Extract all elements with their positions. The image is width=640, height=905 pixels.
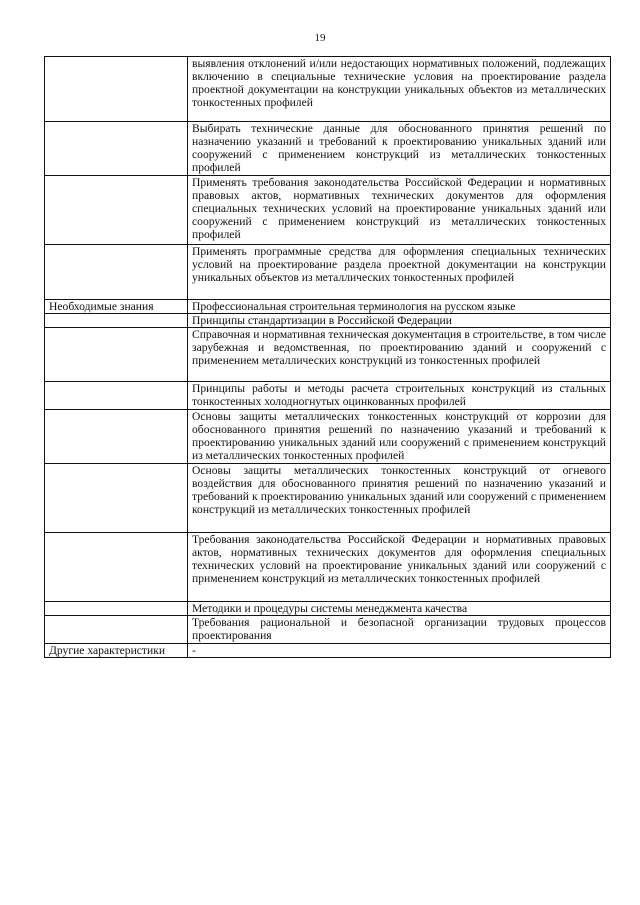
table-row bbox=[45, 57, 611, 122]
knowledge-item: Методики и процедуры системы менеджмента качества bbox=[188, 602, 611, 616]
knowledge-item: Требования законодательства Российской Федерации и нормативных правовых актов, нормативных технических документов для оформления специальных технических условий на проектирование уникальных зданий или сооружений с применением конструкций из металлических тонкостенных профилей bbox=[188, 533, 611, 602]
table-row bbox=[45, 410, 611, 464]
empty-label-cell bbox=[45, 176, 188, 245]
other-characteristics-value: - bbox=[188, 644, 611, 658]
skill-item: Применять программные средства для оформления специальных технических условий на проектирование раздела проектной документации на конструкции уникальных объектов из металлических тонкостенных профилей bbox=[188, 245, 611, 300]
empty-label-cell bbox=[45, 122, 188, 176]
table-row bbox=[45, 602, 611, 616]
empty-label-cell bbox=[45, 410, 188, 464]
table-row bbox=[45, 382, 611, 410]
page-number: 19 bbox=[314, 32, 326, 44]
knowledge-label: Необходимые знания bbox=[45, 300, 188, 314]
empty-label-cell bbox=[45, 602, 188, 616]
table-row bbox=[45, 122, 611, 176]
empty-label-cell bbox=[45, 328, 188, 382]
empty-label-cell bbox=[45, 616, 188, 644]
knowledge-item: Принципы стандартизации в Российской Федерации bbox=[188, 314, 611, 328]
knowledge-item: Профессиональная строительная терминология на русском языке bbox=[188, 300, 611, 314]
knowledge-item: Основы защиты металлических тонкостенных конструкций от коррозии для обоснованного принятия решений по назначению указаний и требований к проектированию уникальных зданий или сооружений с применением конструкций из металлических тонкостенных профилей bbox=[188, 410, 611, 464]
empty-label-cell bbox=[45, 382, 188, 410]
empty-label-cell bbox=[45, 464, 188, 533]
table-row bbox=[45, 616, 611, 644]
other-characteristics-label: Другие характеристики bbox=[45, 644, 188, 658]
knowledge-item: Принципы работы и методы расчета строительных конструкций из стальных тонкостенных холодногнутых оцинкованных профилей bbox=[188, 382, 611, 410]
table-row bbox=[45, 314, 611, 328]
empty-label-cell bbox=[45, 57, 188, 122]
knowledge-item: Основы защиты металлических тонкостенных конструкций от огневого воздействия для обоснованного принятия решений по назначению указаний и требований к проектированию уникальных зданий или сооружений с применением конструкций из металлических тонкостенных профилей bbox=[188, 464, 611, 533]
empty-label-cell bbox=[45, 314, 188, 328]
table-row bbox=[45, 176, 611, 245]
table-row bbox=[45, 533, 611, 602]
requirements-table bbox=[44, 56, 611, 658]
skill-item: выявления отклонений и/или недостающих нормативных положений, подлежащих включению в специальные технические условия на проектирование раздела проектной документации на конструкции уникальных объектов из металлических тонкостенных профилей bbox=[188, 57, 611, 122]
empty-label-cell bbox=[45, 533, 188, 602]
table-row bbox=[45, 464, 611, 533]
empty-label-cell bbox=[45, 245, 188, 300]
table-row bbox=[45, 300, 611, 314]
table-row bbox=[45, 328, 611, 382]
table-row bbox=[45, 644, 611, 658]
knowledge-item: Справочная и нормативная техническая документация в строительстве, в том числе зарубежная и ведомственная, по проектированию зданий и сооружений с применением металлических конструкций из тонкостенных профилей bbox=[188, 328, 611, 382]
table-row bbox=[45, 245, 611, 300]
skill-item: Выбирать технические данные для обоснованного принятия решений по назначению указаний и требований к проектированию уникальных зданий или сооружений с применением конструкций из металлических тонкостенных профилей bbox=[188, 122, 611, 176]
knowledge-item: Требования рациональной и безопасной организации трудовых процессов проектирования bbox=[188, 616, 611, 644]
skill-item: Применять требования законодательства Российской Федерации и нормативных правовых актов, нормативных технических документов для оформления специальных технических условий на проектирование уникальных зданий или сооружений с применением конструкций из металлических тонкостенных профилей bbox=[188, 176, 611, 245]
